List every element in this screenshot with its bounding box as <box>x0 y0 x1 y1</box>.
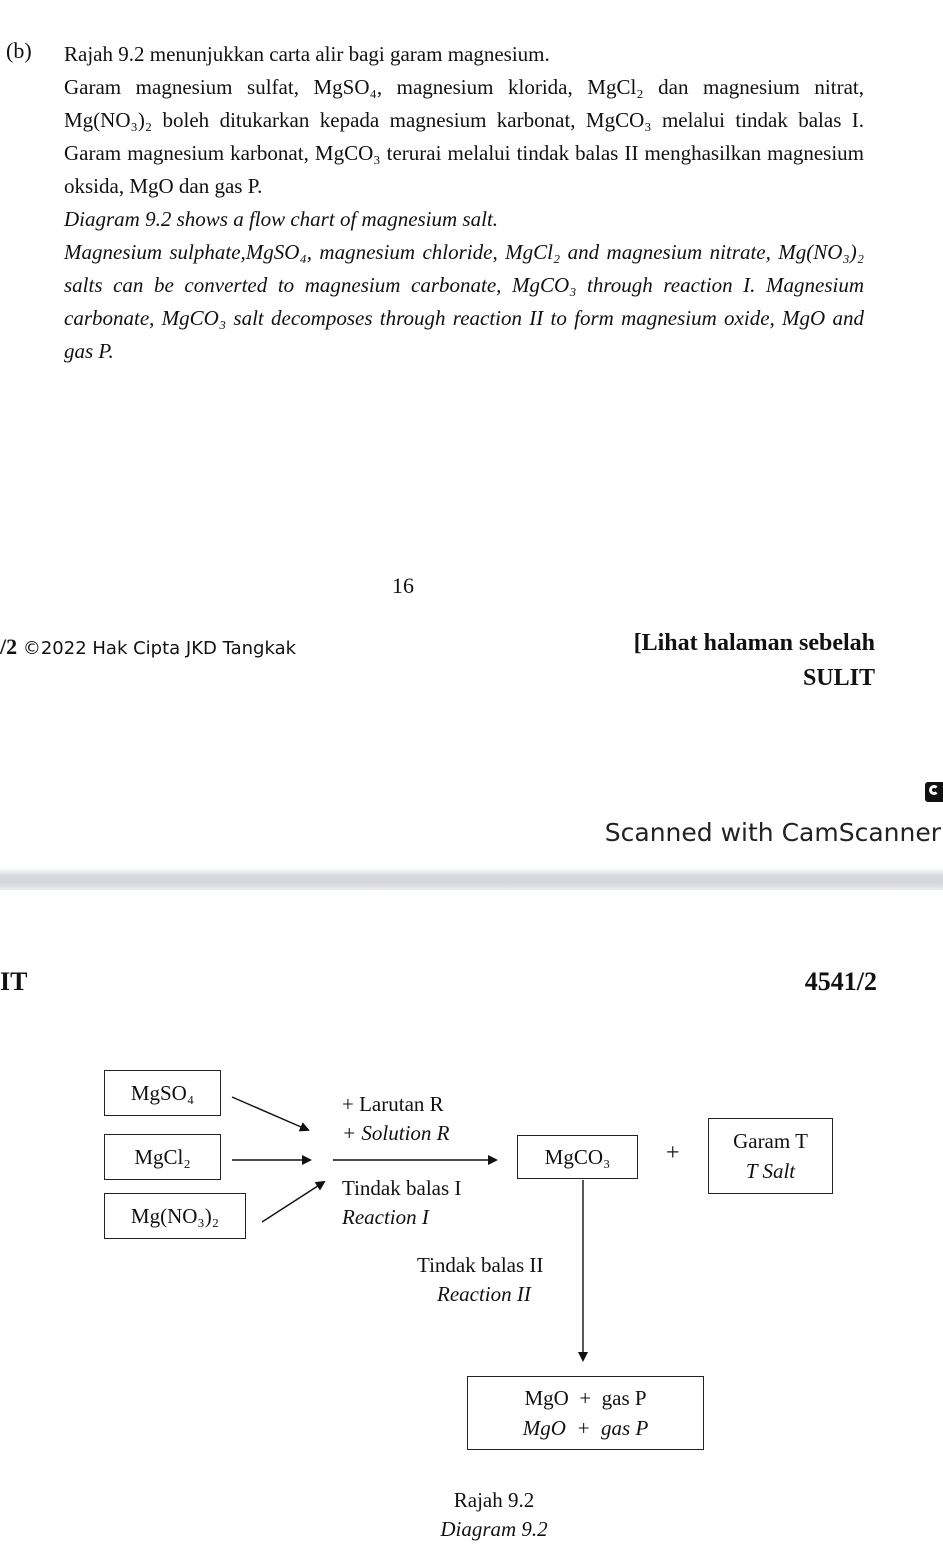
malay-intro: Rajah 9.2 menunjukkan carta alir bagi garam magnesium. <box>64 42 550 66</box>
english-body: Magnesium sulphate,MgSO₄, magnesium chloride, MgCl₂ and magnesium nitrate, Mg(NO₃)₂ salts can be converted to magnesium carbonate, MgCO₃ through reaction I. Magnesium carbonate, MgCO₃ salt decomposes through reaction II to form magnesium oxide, MgO and gas P. <box>64 240 864 363</box>
page-two-header-left: IT <box>0 967 28 996</box>
next-page-note: [Lihat halaman sebelah <box>633 630 875 656</box>
reagent-label-english: + Solution R <box>342 1121 450 1145</box>
paper-code: 4541/2 <box>804 967 877 996</box>
reaction-one-label-english: Reaction I <box>342 1205 429 1229</box>
diagram-caption-english: Diagram 9.2 <box>440 1517 548 1541</box>
reaction-two-label-malay: Tindak balas II <box>417 1253 544 1277</box>
salt-t-label-english: T Salt <box>745 1159 796 1183</box>
diagram-caption-malay: Rajah 9.2 <box>453 1488 535 1512</box>
reaction-one-label-malay: Tindak balas I <box>342 1176 462 1200</box>
reaction-two-label-english: Reaction II <box>437 1282 531 1306</box>
products-label-malay: MgO + gas P <box>524 1386 647 1410</box>
scanner-watermark: Scanned with CamScanner <box>604 818 941 847</box>
reactant-mgcl2-box: MgCl₂ <box>104 1134 221 1180</box>
paper-code-fragment: /2 <box>0 634 18 659</box>
salt-t-box <box>708 1118 833 1194</box>
english-intro: Diagram 9.2 shows a flow chart of magnesium salt. <box>64 207 499 231</box>
copyright-text: ©2022 Hak Cipta JKD Tangkak <box>22 638 297 659</box>
salt-t-label-malay: Garam T <box>733 1129 808 1153</box>
page-number: 16 <box>392 573 414 598</box>
sulit-label: SULIT <box>802 665 875 691</box>
products-box <box>467 1376 704 1450</box>
plus-sign: + <box>666 1140 680 1166</box>
reactant-mgno3-box: Mg(NO₃)₂ <box>104 1193 246 1239</box>
intermediate-mgco3-box: MgCO₃ <box>517 1135 638 1179</box>
arrow-mgso4 <box>232 1097 308 1130</box>
reagent-label-malay: + Larutan R <box>342 1092 444 1116</box>
arrow-mgno3 <box>262 1182 324 1222</box>
products-label-english: MgO + gas P <box>522 1416 649 1440</box>
reactant-mgso4-box: MgSO₄ <box>104 1070 221 1116</box>
question-label: (b) <box>6 38 32 63</box>
malay-body: Garam magnesium sulfat, MgSO₄, magnesium klorida, MgCl₂ dan magnesium nitrat, Mg(NO₃)₂ boleh ditukarkan kepada magnesium karbonat, MgCO₃ melalui tindak balas I. Garam magnesium karbonat, MgCO₃ terurai melalui tindak balas II menghasilkan magnesium oksida, MgO dan gas P. <box>64 75 864 198</box>
